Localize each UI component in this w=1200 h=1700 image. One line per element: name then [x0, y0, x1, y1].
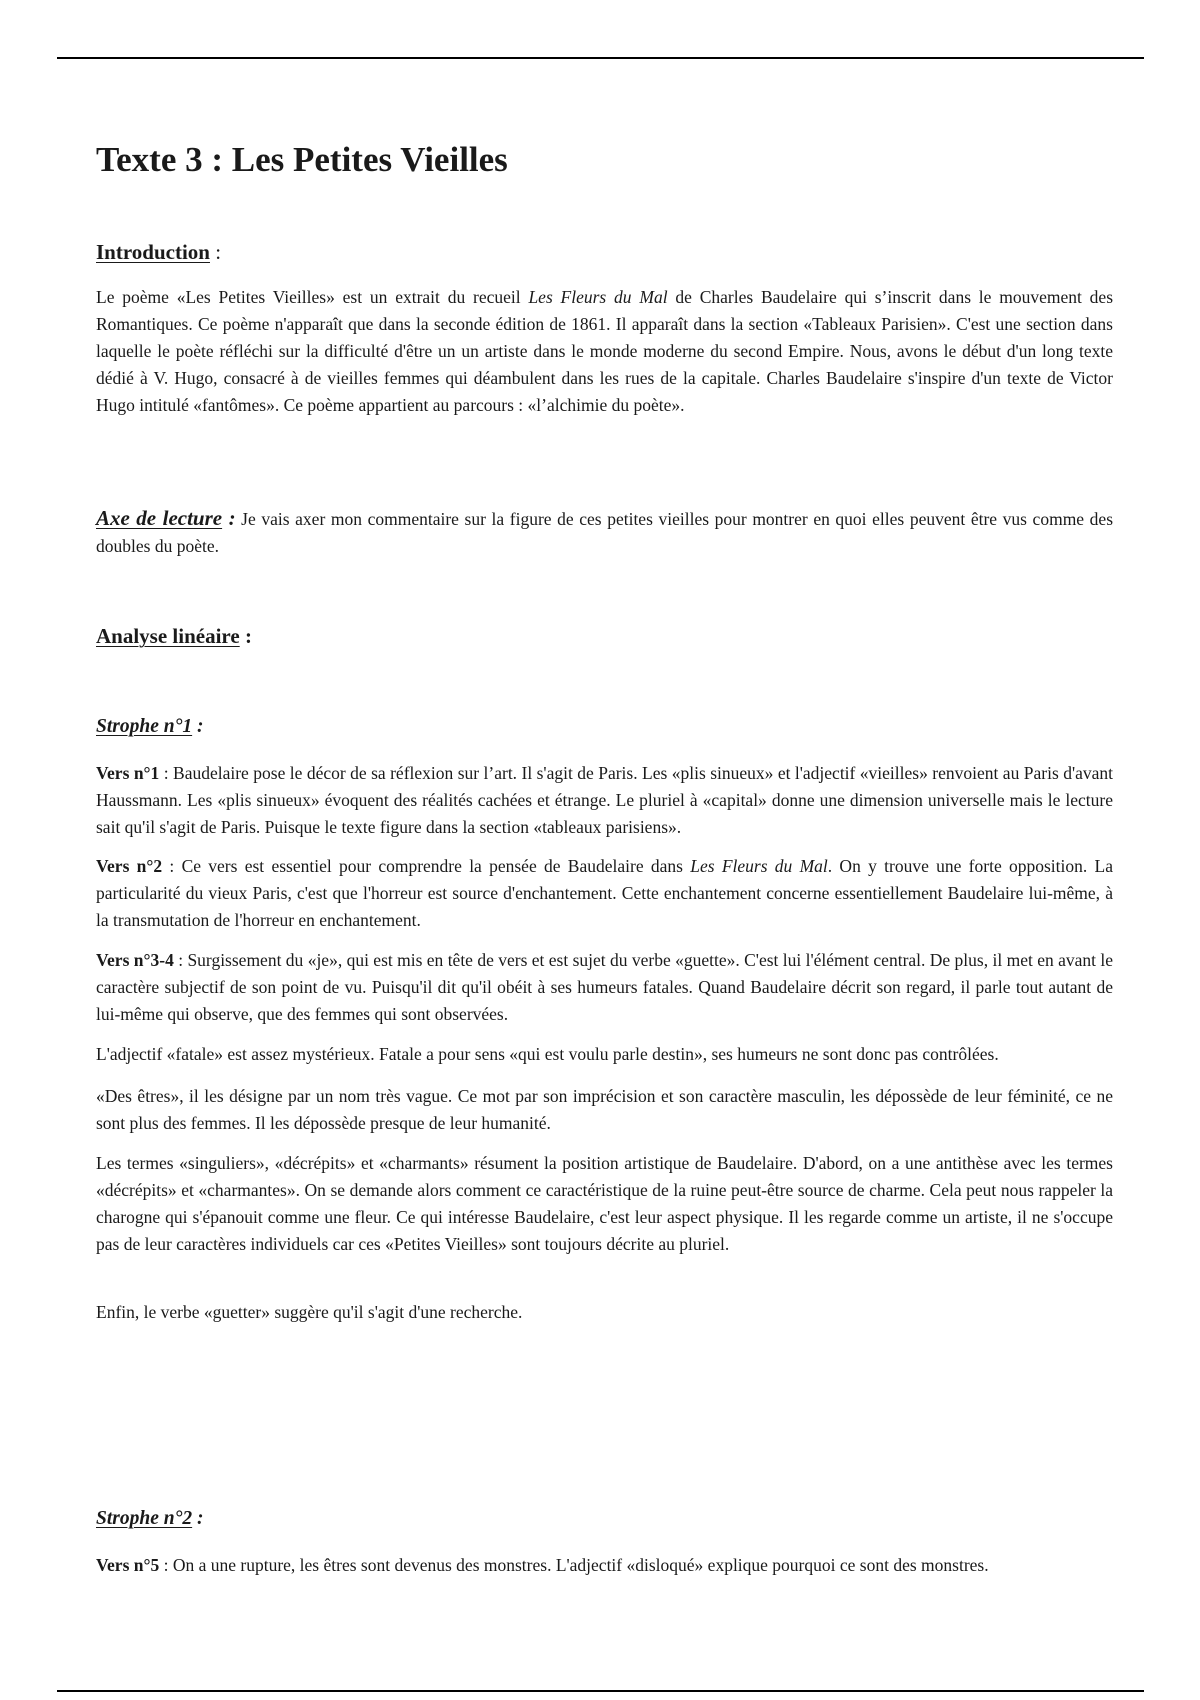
vers34-text: : Surgissement du «je», qui est mis en tête de vers et est sujet du verbe «guette». C'est lui l'élément central. De plus, il met en avant le caractère subjectif de son point de vu. Puisqu'il dit qu'il obéit à ses humeurs fatales. Quand Baudelaire décrit son regard, il parle tout autant de lui-même qui observe, que des femmes qui sont observées. [96, 950, 1114, 1024]
strophe2-heading-colon: : [192, 1508, 204, 1529]
axe-paragraph [96, 505, 1113, 560]
strophe2-heading [96, 1508, 1113, 1530]
axe-heading-label: Axe de lecture [96, 506, 223, 530]
strophe1-para-fatale: L'adjectif «fatale» est assez mystérieux. Fatale a pour sens «qui est voulu parle destin», ses humeurs ne sont donc pas contrôlées. [96, 1044, 999, 1064]
axe-heading-colon: : [222, 506, 236, 530]
strophe1-vers2 [96, 853, 1113, 934]
strophe1-para-termes: Les termes «singuliers», «décrépits» et «charmants» résument la position artistique de Baudelaire. D'abord, on a une antithèse avec les termes «décrépits» et «charmantes». On se demande alors comment ce caractéristique de la ruine peut-être source de charme. Cela peut nous rappeler la charogne qui s'épanouit comme une fleur. Ce qui intéresse Baudelaire, c'est leur aspect physique. Il les regarde comme un artiste, il ne s'occupe pas de leur caractères individuels car ces «Petites Vieilles» sont toujours décrite au pluriel. [96, 1153, 1113, 1254]
bottom-rule [57, 1690, 1144, 1692]
introduction-heading-label: Introduction [96, 240, 210, 264]
vers5-label: Vers n°5 [96, 1555, 160, 1575]
strophe1-vers1 [96, 760, 1113, 841]
introduction-paragraph [96, 284, 1113, 419]
introduction-heading-colon: : [209, 240, 222, 264]
introduction-work-title: Les Fleurs du Mal [528, 287, 668, 307]
strophe1-vers3-4 [96, 947, 1113, 1028]
vers34-label: Vers n°3-4 [96, 950, 174, 970]
introduction-heading [96, 238, 1113, 266]
vers5-text: : On a une rupture, les êtres sont devenus des monstres. L'adjectif «disloqué» explique pourquoi ce sont des monstres. [159, 1555, 989, 1575]
top-rule [57, 57, 1144, 59]
introduction-text-1: Le poème «Les Petites Vieilles» est un extrait du recueil [96, 287, 529, 307]
vers2-label: Vers n°2 [96, 856, 163, 876]
strophe2-vers5 [96, 1552, 1113, 1579]
analyse-heading-label: Analyse linéaire [96, 624, 240, 648]
page-title: Texte 3 : Les Petites Vieilles [96, 140, 508, 179]
vers2-text-1: : Ce vers est essentiel pour comprendre la pensée de Baudelaire dans [162, 856, 691, 876]
strophe1-heading-colon: : [192, 716, 204, 737]
axe-text: Je vais axer mon commentaire sur la figure de ces petites vieilles pour montrer en quoi elles peuvent être vus comme des doubles du poète. [96, 509, 1113, 556]
vers1-label: Vers n°1 [96, 763, 160, 783]
vers2-work-title: Les Fleurs du Mal [690, 856, 828, 876]
strophe2-heading-label: Strophe n°2 [96, 1508, 193, 1529]
vers1-text: : Baudelaire pose le décor de sa réflexion sur l’art. Il s'agit de Paris. Les «plis sinueux» et l'adjectif «vieilles» renvoient au Paris d'avant Haussmann. Les «plis sinueux» évoquent des réalités cachées et étrange. Le pluriel à «capital» donne une dimension universelle mais le lecture sait qu'il s'agit de Paris. Puisque le texte figure dans la section «tableaux parisiens». [96, 763, 1113, 837]
strophe1-para-enfin: Enfin, le verbe «guetter» suggère qu'il s'agit d'une recherche. [96, 1302, 523, 1322]
strophe1-para-etres: «Des êtres», il les désigne par un nom très vague. Ce mot par son imprécision et son caractère masculin, les dépossède de leur féminité, ce ne sont plus des femmes. Il les dépossède presque de leur humanité. [96, 1086, 1113, 1133]
introduction-text-2: de Charles Baudelaire qui s’inscrit dans le mouvement des Romantiques. Ce poème n'apparaît que dans la seconde édition de 1861. Il apparaît dans la section «Tableaux Parisien». C'est une section dans laquelle le poète réfléchi sur la difficulté d'être un un artiste dans le monde moderne du second Empire. Nous, avons le début d'un long texte dédié à V. Hugo, consacré à de vieilles femmes qui déambulent dans les rues de la capitale. Charles Baudelaire s'inspire d'un texte de Victor Hugo intitulé «fantômes». Ce poème appartient au parcours : «l’alchimie du poète». [96, 287, 1114, 415]
strophe1-heading-label: Strophe n°1 [96, 716, 193, 737]
analyse-heading [96, 624, 1113, 649]
analyse-heading-colon: : [239, 624, 252, 648]
strophe1-heading [96, 716, 1113, 738]
vers2-text-2: . On y trouve une forte opposition. La particularité du vieux Paris, c'est que l'horreur est source d'enchantement. Cette enchantement concerne essentiellement Baudelaire lui-même, à la transmutation de l'horreur en enchantement. [96, 856, 1113, 930]
